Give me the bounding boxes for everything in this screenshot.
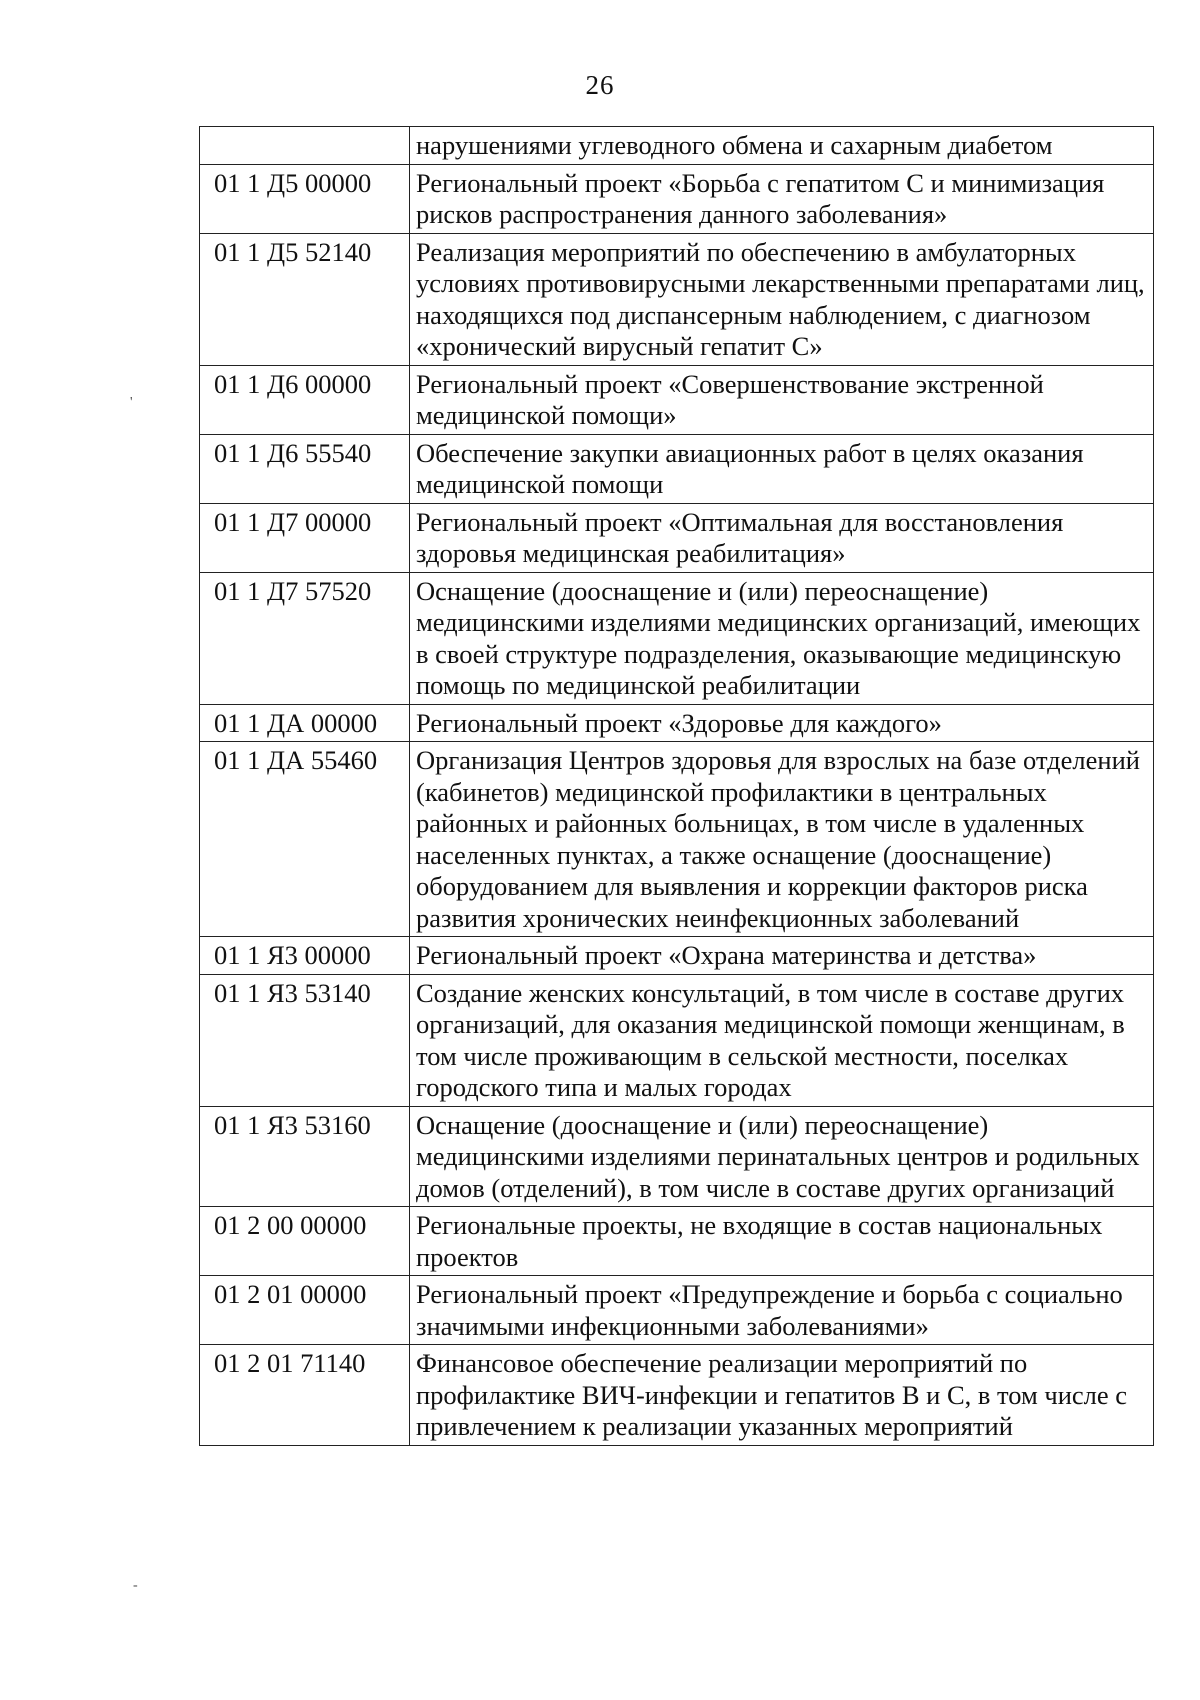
table-row bbox=[200, 704, 1154, 742]
description-cell: Региональный проект «Борьба с гепатитом С и минимизация рисков распространения данного заболевания» bbox=[410, 164, 1154, 233]
table-row bbox=[200, 937, 1154, 975]
table-row bbox=[200, 127, 1154, 165]
code-cell: 01 1 Д7 57520 bbox=[200, 572, 410, 704]
code-cell: 01 1 Я3 53160 bbox=[200, 1106, 410, 1207]
scan-speck: ' bbox=[130, 395, 133, 410]
code-cell bbox=[200, 127, 410, 165]
code-cell: 01 1 Я3 00000 bbox=[200, 937, 410, 975]
table-row bbox=[200, 1106, 1154, 1207]
description-cell: Оснащение (дооснащение и (или) переоснащение) медицинскими изделиями медицинских организаций, имеющих в своей структуре подразделения, оказывающие медицинскую помощь по медицинской реабилитации bbox=[410, 572, 1154, 704]
description-cell: Региональный проект «Охрана материнства и детства» bbox=[410, 937, 1154, 975]
table-row bbox=[200, 572, 1154, 704]
description-cell: Региональный проект «Здоровье для каждого» bbox=[410, 704, 1154, 742]
description-cell: Финансовое обеспечение реализации мероприятий по профилактике ВИЧ-инфекции и гепатитов В и С, в том числе с привлечением к реализации указанных мероприятий bbox=[410, 1345, 1154, 1446]
code-cell: 01 1 Я3 53140 bbox=[200, 974, 410, 1106]
table-row bbox=[200, 1207, 1154, 1276]
description-cell: Оснащение (дооснащение и (или) переоснащение) медицинскими изделиями перинатальных центров и родильных домов (отделений), в том числе в составе других организаций bbox=[410, 1106, 1154, 1207]
table-row bbox=[200, 434, 1154, 503]
code-cell: 01 2 01 71140 bbox=[200, 1345, 410, 1446]
table-row bbox=[200, 365, 1154, 434]
description-cell: Региональный проект «Предупреждение и борьба с социально значимыми инфекционными заболеваниями» bbox=[410, 1276, 1154, 1345]
code-cell: 01 1 Д6 00000 bbox=[200, 365, 410, 434]
table-row bbox=[200, 1345, 1154, 1446]
description-cell: Обеспечение закупки авиационных работ в целях оказания медицинской помощи bbox=[410, 434, 1154, 503]
table-row bbox=[200, 1276, 1154, 1345]
table-row bbox=[200, 742, 1154, 937]
table-row bbox=[200, 164, 1154, 233]
table-row bbox=[200, 233, 1154, 365]
description-cell: Создание женских консультаций, в том числе в составе других организаций, для оказания медицинской помощи женщинам, в том числе проживающим в сельской местности, поселках городского типа и малых городах bbox=[410, 974, 1154, 1106]
description-cell: Региональный проект «Совершенствование экстренной медицинской помощи» bbox=[410, 365, 1154, 434]
code-cell: 01 2 01 00000 bbox=[200, 1276, 410, 1345]
code-cell: 01 1 Д5 52140 bbox=[200, 233, 410, 365]
code-cell: 01 1 ДА 00000 bbox=[200, 704, 410, 742]
code-cell: 01 1 Д6 55540 bbox=[200, 434, 410, 503]
code-cell: 01 2 00 00000 bbox=[200, 1207, 410, 1276]
page-number: 26 bbox=[585, 70, 615, 100]
scan-speck: - bbox=[133, 1578, 138, 1593]
description-cell: Организация Центров здоровья для взрослых на базе отделений (кабинетов) медицинской профилактики в центральных районных и районных больницах, в том числе в удаленных населенных пунктах, а также оснащение (дооснащение) оборудованием для выявления и коррекции факторов риска развития хронических неинфекционных заболеваний bbox=[410, 742, 1154, 937]
description-cell: нарушениями углеводного обмена и сахарным диабетом bbox=[410, 127, 1154, 165]
code-cell: 01 1 Д7 00000 bbox=[200, 503, 410, 572]
code-cell: 01 1 ДА 55460 bbox=[200, 742, 410, 937]
description-cell: Региональный проект «Оптимальная для восстановления здоровья медицинская реабилитация» bbox=[410, 503, 1154, 572]
table-row bbox=[200, 503, 1154, 572]
description-cell: Реализация мероприятий по обеспечению в амбулаторных условиях противовирусными лекарственными препаратами лиц, находящихся под диспансерным наблюдением, с диагнозом «хронический вирусный гепатит С» bbox=[410, 233, 1154, 365]
code-cell: 01 1 Д5 00000 bbox=[200, 164, 410, 233]
budget-classification-table bbox=[199, 126, 1154, 1446]
description-cell: Региональные проекты, не входящие в состав национальных проектов bbox=[410, 1207, 1154, 1276]
table-row bbox=[200, 974, 1154, 1106]
